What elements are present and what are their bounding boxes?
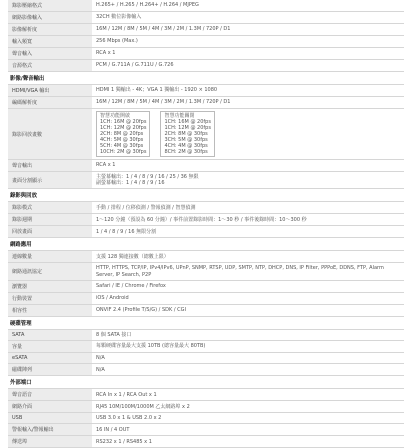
spec-row [8, 36, 404, 48]
spec-key: 聲音輸出 [8, 160, 92, 171]
spec-value: N/A [96, 366, 105, 373]
spec-value: H.265+ / H.265 / H.264+ / H.264 / MJPEG [96, 2, 199, 9]
spec-row [8, 24, 404, 36]
spec-row [8, 436, 404, 448]
spec-value: RCA x 1 [96, 162, 116, 169]
playback-line: 5CH: 4M @ 30fps [100, 143, 144, 149]
spec-group-disk [8, 330, 404, 376]
spec-key: 錄影壓縮格式 [8, 0, 92, 11]
spec-value [92, 109, 404, 159]
spec-row [8, 251, 404, 263]
spec-value: RCA In x 1 / RCA Out x 1 [96, 391, 157, 398]
spec-key: 影像解析度 [8, 24, 92, 35]
spec-value: HTTP, HTTPS, TCP/IP, IPv4/IPv6, UPnP, SNMP, RTSP, UDP, SMTP, NTP, DHCP, DNS, IP Filter, PPPoE, DDNS, FTP, Alarm Server, IP Search, P2P [96, 265, 384, 278]
spec-row [8, 293, 404, 305]
spec-value: PCM / G.711A / G.711U / G.726 [96, 62, 174, 69]
spec-row-playback [8, 109, 404, 160]
spec-key: 畫面分割顯示 [8, 172, 92, 188]
spec-value: RS232 x 1 / RS485 x 1 [96, 438, 152, 445]
spec-key: 網路介面 [8, 401, 92, 412]
spec-value: 支援 128 獨連接數（總數上限） [96, 253, 169, 260]
spec-key: 相容性 [8, 305, 92, 316]
playback-line: 2CH: 8M @ 30fps [164, 131, 208, 137]
spec-key: SATA [8, 330, 92, 340]
spec-row-audio-out [8, 160, 404, 172]
spec-row [8, 97, 404, 109]
spec-row [8, 214, 404, 226]
spec-key: 連線數量 [8, 251, 92, 262]
spec-key: eSATA [8, 353, 92, 363]
spec-key: 行動裝置 [8, 293, 92, 304]
spec-value: Safari / IE / Chrome / Firefox [96, 283, 166, 290]
spec-key: 錄影週期 [8, 214, 92, 225]
playback-columns [96, 111, 400, 157]
playback-line: 2CH: 8M @ 20fps [100, 131, 144, 137]
spec-row [8, 60, 404, 72]
spec-sheet [8, 0, 404, 448]
playback-line: 4CH: 4M @ 30fps [164, 143, 208, 149]
spec-group-net [8, 251, 404, 316]
spec-key: 容量 [8, 341, 92, 352]
section-title-av: 影像/聲音輸出 [8, 72, 404, 85]
playback-line: 10CH: 2M @ 30fps [100, 149, 147, 155]
playback-smart-off [160, 111, 214, 157]
spec-value: RCA x 1 [96, 50, 116, 57]
spec-row [8, 281, 404, 293]
spec-key: 傳送埠 [8, 436, 92, 447]
spec-key: 網路通訊協定 [8, 263, 92, 279]
section-title-disk: 硬碟管理 [8, 317, 404, 330]
spec-group-io [8, 389, 404, 448]
spec-value: USB 3.0 x 1 & USB 2.0 x 2 [96, 415, 162, 422]
spec-value: iOS / Android [96, 295, 129, 302]
playback-line: 3CH: 5M @ 30fps [164, 137, 208, 143]
spec-row [8, 263, 404, 280]
spec-group-av [8, 85, 404, 109]
split-main: 主螢幕輸出：1 / 4 / 8 / 9 / 16 / 25 / 36 無限 [96, 174, 199, 180]
playback-line: 1CH: 16M @ 20fps [100, 119, 147, 125]
spec-value: 16M / 12M / 8M / 5M / 4M / 3M / 2M / 1.3M / 720P / D1 [96, 26, 231, 33]
spec-row-split-display [8, 172, 404, 189]
spec-key: 錄影模式 [8, 202, 92, 213]
spec-key: 編碼解析度 [8, 97, 92, 108]
spec-key: 回放畫面 [8, 226, 92, 237]
spec-key: 錄影回放畫數 [8, 109, 92, 159]
spec-row [8, 401, 404, 413]
playback-line: 1CH: 16M @ 20fps [164, 119, 211, 125]
spec-key: 網路影像輸入 [8, 12, 92, 23]
section-title-net: 網路應用 [8, 238, 404, 251]
playback-line: 8CH: 2M @ 30fps [164, 149, 208, 155]
spec-value: 16M / 12M / 8M / 5M / 4M / 3M / 2M / 1.3M / 720P / D1 [96, 99, 231, 106]
playback-line: 1CH: 12M @ 20fps [164, 125, 211, 131]
spec-value: 1 / 4 / 8 / 9 / 16 無限分割 [96, 228, 157, 235]
spec-value: ONVIF 2.4 (Profile T/S/G) / SDK / CGI [96, 307, 186, 314]
spec-row [8, 413, 404, 424]
spec-row [8, 48, 404, 60]
spec-value: 16 IN / 4 OUT [96, 426, 130, 433]
spec-key: 音源格式 [8, 60, 92, 71]
section-title-io: 外部端口 [8, 376, 404, 389]
playback-line: 1CH: 12M @ 20fps [100, 125, 147, 131]
spec-value: 256 Mbps (Max.) [96, 38, 138, 45]
spec-row [8, 226, 404, 238]
spec-row [8, 202, 404, 214]
split-sub: 副螢幕輸出：1 / 4 / 8 / 9 / 16 [96, 180, 165, 187]
section-title-rec: 錄影與回放 [8, 189, 404, 202]
spec-row [8, 353, 404, 364]
spec-value: 1～120 分鐘（預設為 60 分鐘）/ 事件前置錄影時間：1～30 秒 / 事件後錄時間：10～300 秒 [96, 216, 307, 223]
playback-smart-on-title: 智慧功能開啟 [100, 113, 131, 119]
spec-key: HDMI/VGA 輸出 [8, 85, 92, 96]
spec-key: 聲音語音 [8, 389, 92, 400]
spec-key: 聲音輸入 [8, 48, 92, 59]
spec-value: HDMI 1 獨輸出 - 4K；VGA 1 獨輸出 - 1920 × 1080 [96, 87, 218, 94]
spec-key: USB [8, 413, 92, 423]
spec-key: 磁碟陣列 [8, 364, 92, 375]
spec-row [8, 85, 404, 97]
spec-group-rec [8, 202, 404, 238]
spec-value [92, 172, 404, 188]
spec-value: 手動 / 排程 / 位移偵測 / 警報偵測 / 智慧偵測 [96, 204, 196, 211]
spec-key: 輸入頻寬 [8, 36, 92, 47]
playback-smart-on [96, 111, 150, 157]
spec-group-top [8, 0, 404, 72]
spec-row [8, 12, 404, 24]
spec-key: 瀏覽器 [8, 281, 92, 292]
playback-line: 4CH: 5M @ 30fps [100, 137, 144, 143]
spec-value: 每顆硬碟容量最大支援 10TB (總容量最大 80TB) [96, 343, 206, 350]
spec-row [8, 0, 404, 12]
spec-value: 32CH 數位影像輸入 [96, 14, 142, 21]
spec-row [8, 424, 404, 436]
spec-row [8, 341, 404, 353]
spec-value: 8 個 SATA 接口 [96, 331, 132, 338]
spec-value: N/A [96, 355, 105, 362]
spec-row [8, 389, 404, 401]
spec-key: 警報輸入/警報輸出 [8, 424, 92, 435]
spec-row [8, 305, 404, 317]
playback-smart-off-title: 智慧功能關閉 [164, 113, 195, 119]
spec-row [8, 330, 404, 341]
spec-row [8, 364, 404, 376]
spec-value: RJ45 10M/100M/1000M 乙太網路埠 x 2 [96, 403, 190, 410]
